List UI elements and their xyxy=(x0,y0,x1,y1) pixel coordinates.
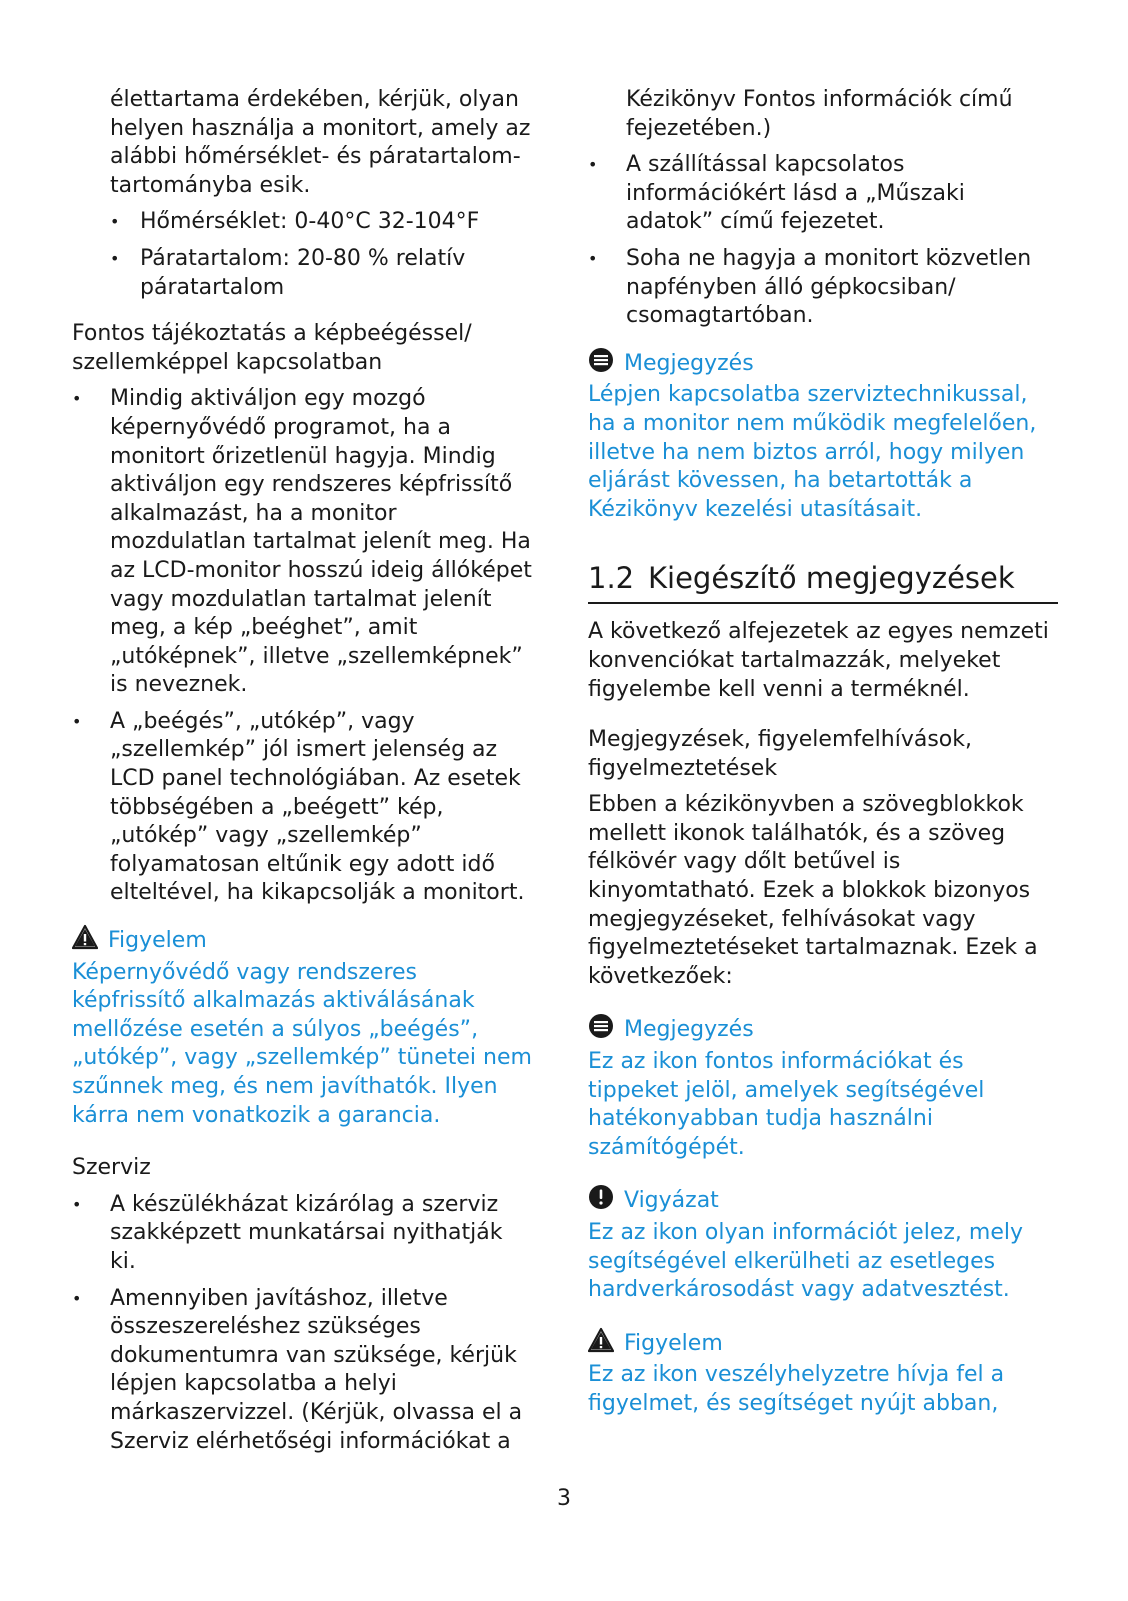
left-column xyxy=(72,86,532,1464)
list-item-text: Amennyiben javításhoz, illetve összeszereléshez szükséges dokumentumra van szüksége, kérjük lépjen kapcsolatba a helyi márkaszervizzel. (Kérjük, olvassa el a Szerviz elérhetőségi információkat a xyxy=(110,1285,523,1454)
list-item xyxy=(588,151,1058,237)
bullet: • xyxy=(72,1288,82,1308)
list-item-text: Mindig aktiváljon egy mozgó képernyővédő programot, ha a monitort őrizetlenül hagyja. Mindig aktiváljon egy rendszeres képfrissítő alkalmazást, ha a monitor mozdulatlan tartalmat jelenít meg. Ha az LCD-monitor hosszú ideig állóképet vagy mozdulatlan tartalmat jelenít meg, a kép „beéghet”, amit „utóképnek”, illetve „szellemképnek” is neveznek. xyxy=(110,386,532,698)
bullet: • xyxy=(588,155,598,175)
list-item xyxy=(72,708,532,908)
intro-paragraph: élettartama érdekében, kérjük, olyan helyen használja a monitort, amely az alábbi hőmérséklet- és páratartalom-tartományba esik. xyxy=(110,87,531,198)
caution-label: Vigyázat xyxy=(624,1188,719,1214)
caution-header xyxy=(588,1184,1058,1219)
note-header xyxy=(588,1013,1058,1048)
section-title xyxy=(588,560,1058,604)
warning-icon xyxy=(588,1327,624,1362)
continued-paragraph: Kézikönyv Fontos információk című fejezetében.) xyxy=(626,87,1013,141)
warning-header xyxy=(72,924,532,959)
list-item-text: A szállítással kapcsolatos információkért lásd a „Műszaki adatok” című fejezetet. xyxy=(626,152,965,235)
bullet: • xyxy=(588,248,598,268)
list-item xyxy=(72,385,532,700)
bullet: • xyxy=(110,212,120,232)
env-item-temperature xyxy=(110,208,532,237)
transport-list xyxy=(588,151,1058,331)
warning-header xyxy=(588,1327,1058,1362)
list-item-text: A „beégés”, „utókép”, vagy „szellemkép” jól ismert jelenség az LCD panel technológiában. Az esetek többségében a „beégett” kép, „utókép” vagy „szellemkép” folyamatosan eltűnik egy adott idő elteltével, ha kikapcsolják a monitort. xyxy=(110,708,525,906)
section-number: 1.2 xyxy=(588,561,635,596)
warning-text: Ez az ikon veszélyhelyzetre hívja fel a figyelmet, és segítséget nyújt abban, xyxy=(588,1362,1005,1416)
bullet: • xyxy=(110,248,120,268)
caution-icon xyxy=(588,1184,624,1219)
caution-text: Ez az ikon olyan információt jelez, mely segítségével elkerülheti az esetleges hardverkárosodást vagy adatvesztést. xyxy=(588,1220,1023,1303)
burnin-list xyxy=(72,385,532,908)
service-heading: Szerviz xyxy=(72,1155,151,1181)
section-title-text: Kiegészítő megjegyzések xyxy=(648,561,1015,596)
env-item-text: Páratartalom: 20-80 % relatív páratartalom xyxy=(140,245,466,300)
bullet: • xyxy=(72,389,82,409)
bullet: • xyxy=(72,711,82,731)
list-item-text: Soha ne hagyja a monitort közvetlen napfényben álló gépkocsiban/ csomagtartóban. xyxy=(626,245,1032,329)
note-text: Ez az ikon fontos információkat és tippeket jelöl, amelyek segítségével hatékonyabban tudja használni számítógépét. xyxy=(588,1049,985,1160)
note-icon xyxy=(588,1013,624,1048)
right-column xyxy=(588,86,1058,1419)
burnin-heading: Fontos tájékoztatás a képbeégéssel/ szellemképpel kapcsolatban xyxy=(72,321,472,375)
subheading: Megjegyzések, figyelemfelhívások, figyelmeztetések xyxy=(588,727,972,781)
note-header xyxy=(588,347,1058,382)
warning-text: Képernyővédő vagy rendszeres képfrissítő alkalmazás aktiválásának mellőzése esetén a súlyos „beégés”, „utókép”, vagy „szellemkép” tünetei nem szűnnek meg, és nem javíthatók. Ilyen kárra nem vonatkozik a garancia. xyxy=(72,959,532,1128)
warning-label: Figyelem xyxy=(108,928,207,954)
note-label: Megjegyzés xyxy=(624,1017,754,1043)
warning-icon xyxy=(72,924,108,959)
section-intro: A következő alfejezetek az egyes nemzeti konvenciókat tartalmazzák, melyeket figyelembe kell venni a terméknél. xyxy=(588,619,1049,702)
note-text: Lépjen kapcsolatba szerviztechnikussal, ha a monitor nem működik megfelelően, illetve ha nem biztos arról, hogy milyen eljárást kövessen, ha betartották a Kézikönyv kezelési utasításait. xyxy=(588,382,1037,522)
list-item-text: A készülékházat kizárólag a szerviz szakképzett munkatársai nyithatják ki. xyxy=(110,1191,503,1274)
bullet: • xyxy=(72,1194,82,1214)
list-item xyxy=(72,1285,532,1457)
list-item xyxy=(588,245,1058,331)
env-item-humidity xyxy=(110,245,532,302)
note-icon xyxy=(588,347,624,382)
note-label: Megjegyzés xyxy=(624,350,754,376)
warning-label: Figyelem xyxy=(624,1330,723,1356)
subheading-text: Ebben a kézikönyvben a szövegblokkok mellett ikonok találhatók, és a szöveg félkövér vagy dőlt betűvel is kinyomtatható. Ezek a blokkok bizonyos megjegyzéseket, felhívásokat vagy figyelmeztetéseket tartalmaznak. Ezek a következőek: xyxy=(588,792,1038,989)
service-list xyxy=(72,1191,532,1456)
list-item xyxy=(72,1191,532,1277)
env-item-text: Hőmérséklet: 0-40°C 32-104°F xyxy=(140,209,480,235)
page-number: 3 xyxy=(557,1486,571,1511)
